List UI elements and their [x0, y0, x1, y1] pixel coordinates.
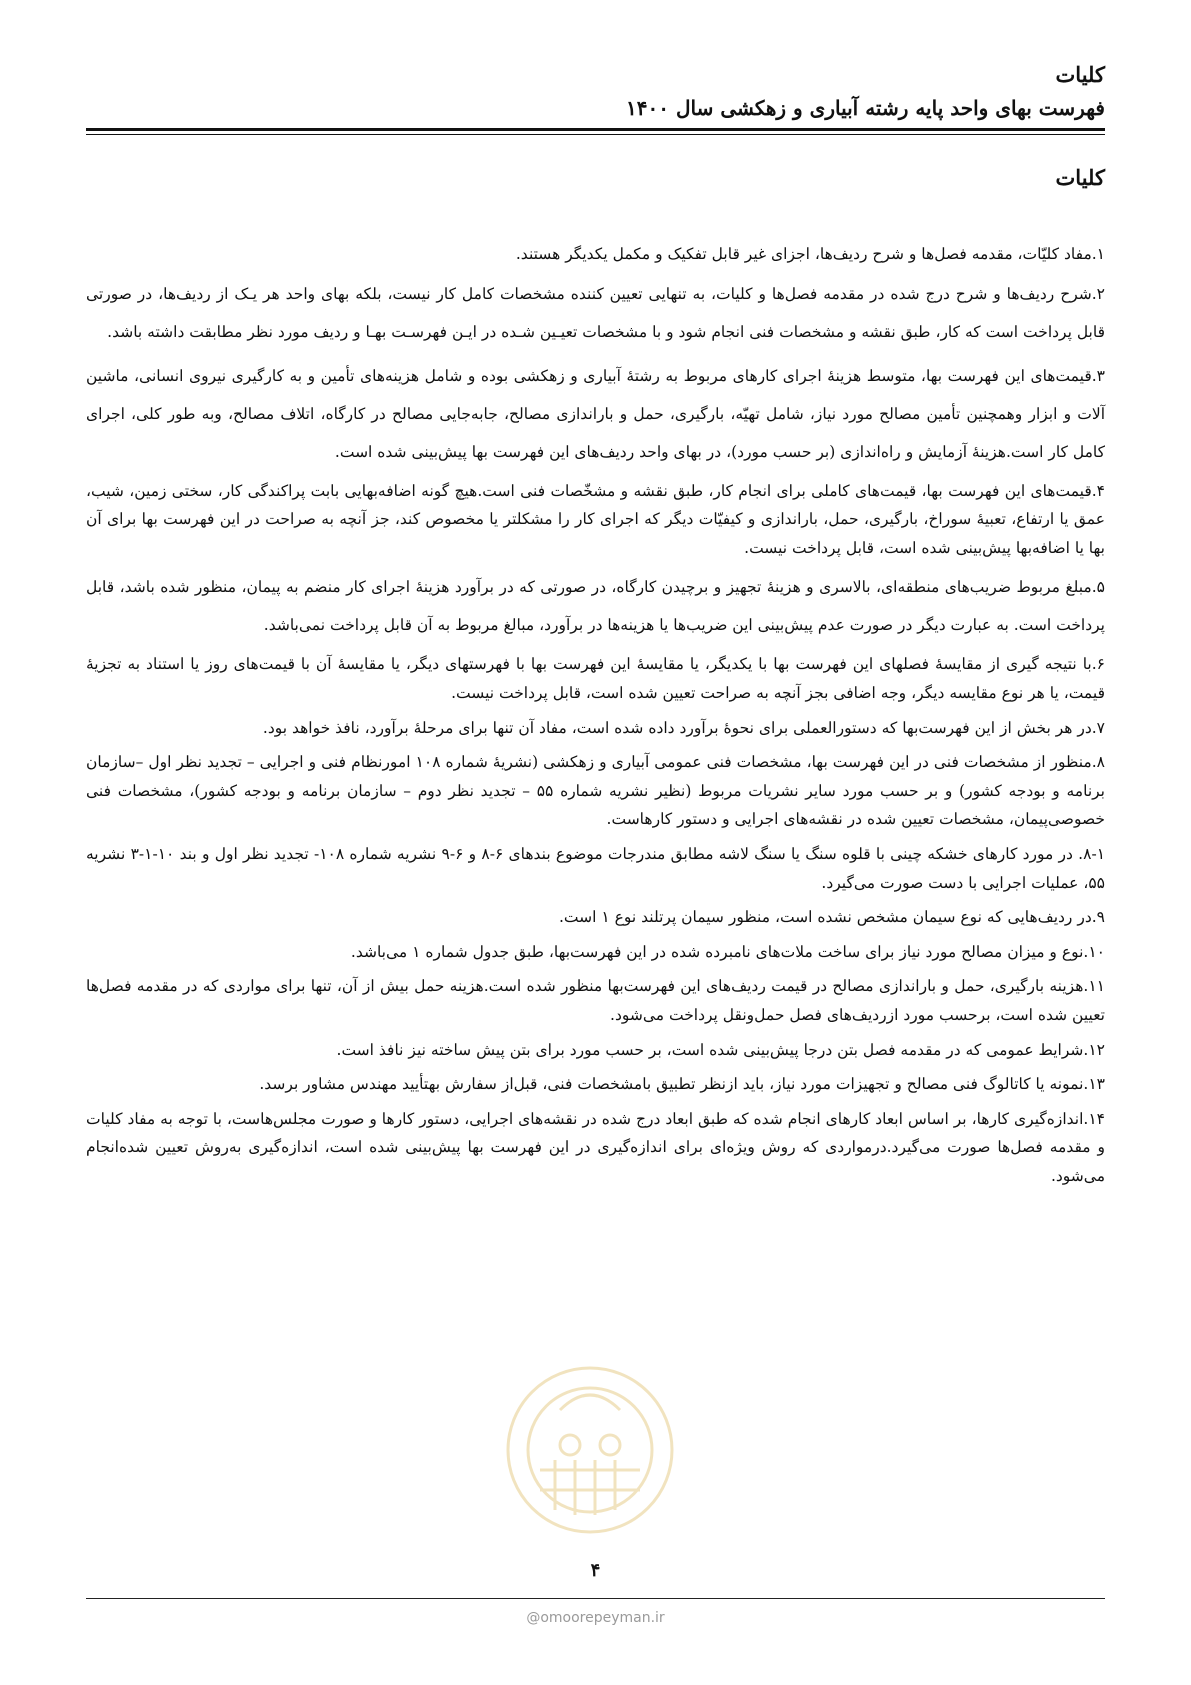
section-title: کلیات [1055, 165, 1105, 190]
paragraph-9: ۹.در ردیف‌هایی که نوع سیمان مشخص نشده است، منظور سیمان پرتلند نوع ۱ است. [559, 908, 1105, 927]
paragraph-4: ۴.قیمت‌های این فهرست بها، قیمت‌های کاملی برای انجام کار، طبق نقشه و مشخّصات فنی است.هیچ گونه اضافه‌بهایی بابت پراکندگی کار، سختی زمین، شیب، عمق یا ارتفاع، تعبیهٔ سوراخ، بارگیری، حمل، باراندازی و کیفیّات دیگر که اجرای کار را مشکلتر یا مخصوص کند، جز آنچه به صراحت در این فهرست بها برای آن بها یا اضافه‌بها پیش‌بینی شده است، قابل پرداخت نیست. [86, 481, 1105, 557]
paragraph-3: ۳.قیمت‌های این فهرست بها، متوسط هزینهٔ اجرای کارهای مربوط به رشتهٔ آبیاری و زهکشی بوده و شامل هزینه‌های تأمین و به کارگیری نیروی انسانی، ماشین آلات و ابزار وهمچنین تأمین مصالح مورد نیاز، شامل تهیّه، بارگیری، حمل و باراندازی مصالح، جابه‌جایی مصالح در کارگاه، اتلاف مصالح، وبه طور کلی، اجرای کامل کار است.هزینهٔ آزمایش و راه‌اندازی (بر حسب مورد)، در بهای واحد ردیف‌های این فهرست بها پیش‌بینی شده است. [86, 366, 1105, 461]
paragraph-11: ۱۱.هزینه بارگیری، حمل و باراندازی مصالح در قیمت ردیف‌های این فهرست‌بها منظور شده است.هزینه حمل بیش از آن، تنها برای مواردی که در مقدمه فصل‌ها تعیین شده است، برحسب مورد ازردیف‌های فصل حمل‌ونقل پرداخت می‌شود. [86, 977, 1105, 1024]
paragraph-8-1: ۸-۱. در مورد کارهای خشکه چینی با قلوه سنگ یا سنگ لاشه مطابق مندرجات موضوع بندهای ۶-۸ و ۶-۹ نشریه شماره ۱۰۸- تجدید نظر اول و بند ۱۰-۱-۳ نشریه ۵۵، عملیات اجرایی با دست صورت می‌گیرد. [86, 844, 1106, 892]
header-rule-thin [86, 134, 1105, 135]
page-number: ۴ [590, 1560, 601, 1581]
paragraph-6: ۶.با نتیجه گیری از مقایسهٔ فصلهای این فهرست بها با یکدیگر، یا مقایسهٔ این فهرست بها با فهرستهای دیگر، یا مقایسهٔ آن با قیمت‌های روز یا استناد به تجزیهٔ قیمت، یا هر نوع مقایسه دیگر، وجه اضافی بجز آنچه به صراحت تعیین شده است، قابل پرداخت نیست. [86, 655, 1105, 702]
paragraph-5: ۵.مبلغ مربوط ضریب‌های منطقه‌ای، بالاسری و هزینهٔ تجهیز و برچیدن کارگاه، در صورتی که در برآورد هزینهٔ اجرای کار منضم به پیمان، منظور شده باشد، قابل پرداخت است. به عبارت دیگر در صورت عدم پیش‌بینی این ضریب‌ها یا هزینه‌ها در برآورد، مبالغ مربوط به آن قابل پرداخت نمی‌باشد. [86, 578, 1105, 635]
paragraph-2: ۲.شرح ردیف‌ها و شرح درج شده در مقدمه فصل‌ها و کلیات، به تنهایی تعیین کننده مشخصات کامل کار نیست، بلکه بهای واحد هر یـک از ردیف‌ها، در صورتی قابل پرداخت است که کار، طبق نقشه و مشخصات فنی انجام شود و با مشخصات تعیـین شـده در ایـن فهرسـت بهـا و ردیف مورد نظر مطابقت داشته باشد. [86, 284, 1105, 341]
paragraph-10: ۱۰.نوع و میزان مصالح مورد نیاز برای ساخت ملات‌های نامبرده شده در این فهرست‌بها، طبق جدول شماره ۱ می‌باشد. [350, 942, 1105, 961]
header-title: کلیات [1055, 62, 1105, 87]
paragraph-12: ۱۲.شرایط عمومی که در مقدمه فصل بتن درجا پیش‌بینی شده است، بر حسب مورد برای بتن پیش ساخته نیز نافذ است. [336, 1040, 1105, 1059]
footer-site-link[interactable]: @omoorepeyman.ir [526, 1610, 665, 1626]
header-subtitle: فهرست بهای واحد پایه رشته آبیاری و زهکشی سال ۱۴۰۰ [626, 96, 1105, 120]
document-body [86, 240, 1105, 1196]
paragraph-7: ۷.در هر بخش از این فهرست‌بها که دستورالعملی برای نحوهٔ برآورد داده شده است، مفاد آن تنها برای مرحلهٔ برآورد، نافذ خواهد بود. [262, 718, 1105, 737]
footer-rule [86, 1598, 1105, 1599]
header-rule-thick [86, 128, 1105, 131]
watermark-logo-icon [500, 1350, 680, 1550]
paragraph-14: ۱۴.اندازه‌گیری کارها، بر اساس ابعاد کارهای انجام شده که طبق ابعاد درج شده در نقشه‌های اجرایی، دستور کارها و صورت مجلس‌هاست، با توجه به مفاد کلیات و مقدمه فصل‌ها صورت می‌گیرد.درمواردی که روش ویژه‌ای برای اندازه‌گیری در این فهرست بها پیش‌بینی شده است، اندازه‌گیری به‌روش تعیین شده‌انجام می‌شود. [86, 1109, 1105, 1185]
paragraph-8: ۸.منظور از مشخصات فنی در این فهرست بها، مشخصات فنی عمومی آبیاری و زهکشی (نشریهٔ شماره ۱۰۸ امورنظام فنی و اجرایی – تجدید نظر اول –سازمان برنامه و بودجه کشور) و بر حسب مورد سایر نشریات مربوط (نظیر نشریه شماره ۵۵ – تجدید نظر دوم – سازمان برنامه و بودجه کشور)، مشخصات فنی خصوصی‌پیمان، مشخصات تعیین شده در نقشه‌های اجرایی و دستور کارهاست. [86, 753, 1105, 829]
paragraph-1: ۱.مفاد کلیّات، مقدمه فصل‌ها و شرح ردیف‌ها، اجزای غیر قابل تفکیک و مکمل یکدیگر هستند. [515, 245, 1105, 263]
page-header [86, 58, 1105, 124]
paragraph-13: ۱۳.نمونه یا کاتالوگ فنی مصالح و تجهیزات مورد نیاز، باید ازنظر تطبیق بامشخصات فنی، قبل‌از سفارش بهتأیید مهندس مشاور برسد. [259, 1075, 1105, 1094]
